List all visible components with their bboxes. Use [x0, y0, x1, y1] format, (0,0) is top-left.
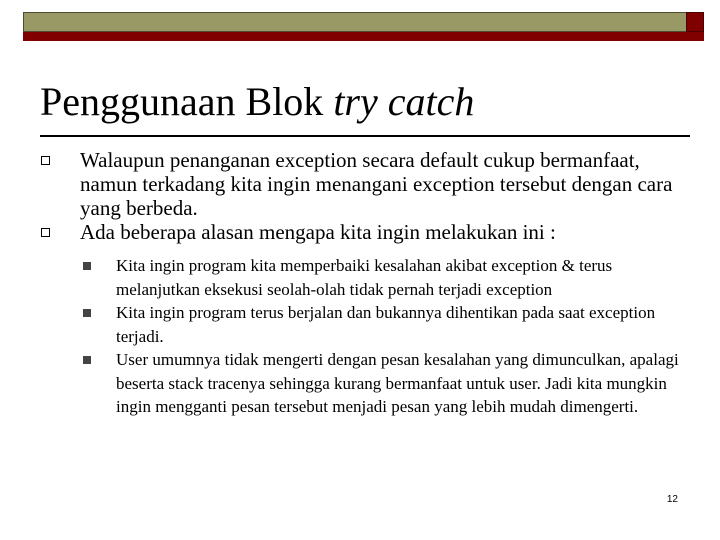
filled-square-bullet-icon: [83, 262, 91, 270]
bullet-text: Ada beberapa alasan mengapa kita ingin melakukan ini :: [80, 220, 556, 244]
hollow-square-bullet-icon: [41, 156, 50, 165]
slide-content: [40, 148, 690, 419]
sub-bullet-text: Kita ingin program kita memperbaiki kesalahan akibat exception & terus melanjutkan eksekusi seolah-olah tidak pernah terjadi exception: [116, 256, 613, 299]
title-divider: [40, 135, 690, 137]
corner-square: [686, 12, 704, 32]
sub-bullet-list: [40, 254, 690, 419]
sub-bullet-text: User umumnya tidak mengerti dengan pesan kesalahan yang dimunculkan, apalagi beserta stack tracenya sehingga kurang bermanfaat untuk user. Jadi kita mungkin ingin mengganti pesan tersebut menjadi pesan yang lebih mudah dimengerti.: [116, 350, 679, 416]
olive-band: [23, 12, 704, 32]
sub-bullet-item: [40, 348, 690, 419]
bullet-item: [40, 148, 690, 220]
slide-title-plain: Penggunaan Blok: [40, 79, 334, 124]
maroon-band: [23, 32, 704, 41]
hollow-square-bullet-icon: [41, 228, 50, 237]
sub-bullet-item: [40, 254, 690, 301]
bullet-item: [40, 220, 690, 244]
bullet-text: Walaupun penanganan exception secara default cukup bermanfaat, namun terkadang kita ingin menangani exception tersebut dengan cara yang berbeda.: [80, 148, 673, 220]
page-number: 12: [666, 494, 678, 505]
slide-title-italic: try catch: [333, 79, 475, 124]
slide-title: [40, 78, 474, 126]
decorative-top-band: [23, 12, 704, 40]
filled-square-bullet-icon: [83, 309, 91, 317]
sub-bullet-text: Kita ingin program terus berjalan dan bukannya dihentikan pada saat exception terjadi.: [116, 303, 656, 346]
sub-bullet-item: [40, 301, 690, 348]
filled-square-bullet-icon: [83, 356, 91, 364]
